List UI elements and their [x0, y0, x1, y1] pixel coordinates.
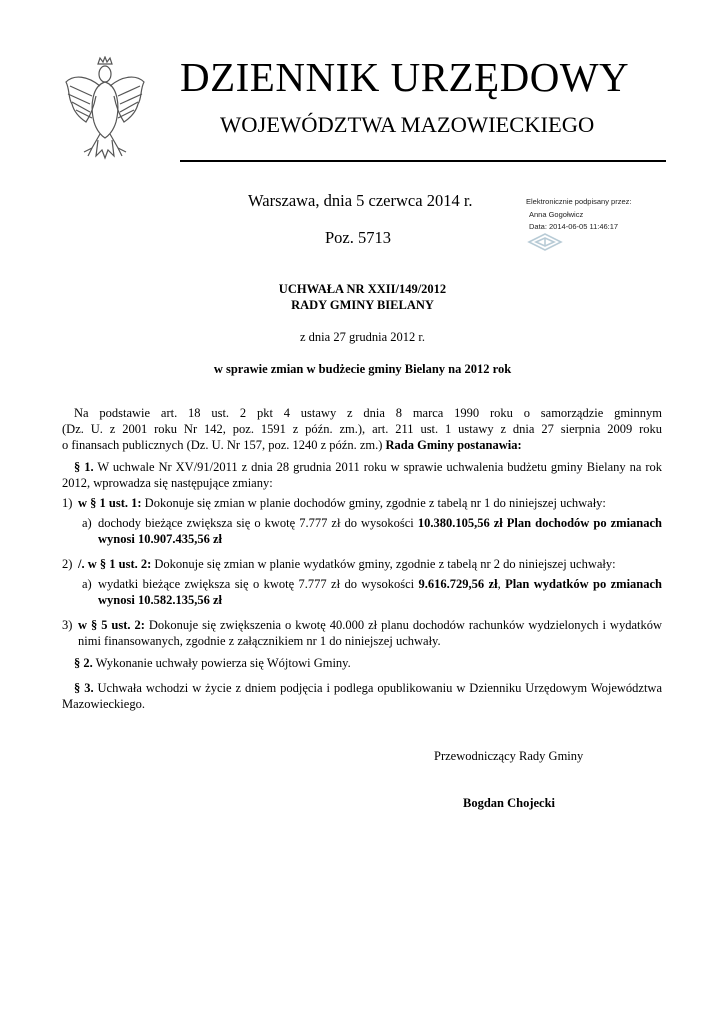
- resolution-date: z dnia 27 grudnia 2012 r.: [300, 330, 425, 344]
- preamble-line-1: Na podstawie art. 18 ust. 2 pkt 4 ustawy z dnia 8 marca 1990 roku o samorządzie gminnym: [74, 406, 662, 420]
- list-item-2a: a) wydatki bieżące zwiększa się o kwotę 7.777 zł do wysokości 9.616.729,56 zł, Plan wydatków po zmianach wynosi 10.582.135,56 zł: [82, 577, 663, 607]
- list-item-3: 3) w § 5 ust. 2: Dokonuje się zwiększenia o kwotę 40.000 zł planu dochodów rachunków wydzielonych i wydatków nimi finansowanych, zgodnie z załącznikiem nr 1 do niniejszej uchwały.: [62, 618, 662, 648]
- publication-date: Warszawa, dnia 5 czerwca 2014 r.: [248, 191, 473, 210]
- list-item-2: 2) /. w § 1 ust. 2: Dokonuje się zmian w planie wydatków gminy, zgodnie z tabelą nr 2 do niniejszej uchwały:: [62, 557, 616, 571]
- signature-signer: Anna Gogołwicz: [529, 209, 584, 219]
- list-item-1a: a) dochody bieżące zwiększa się o kwotę 7.777 zł do wysokości 10.380.105,56 zł Plan dochodów po zmianach wynosi 10.907.435,56 zł: [82, 516, 662, 546]
- chairman-name: Bogdan Chojecki: [463, 796, 556, 810]
- header-divider: [180, 160, 666, 162]
- resolution-content: [62, 405, 662, 712]
- position-number: Poz. 5713: [325, 228, 391, 247]
- preamble-enactment: Rada Gminy postanawia:: [385, 438, 522, 452]
- section-1-label: § 1.: [74, 460, 94, 474]
- section-2: § 2. Wykonanie uchwały powierza się Wójtowi Gminy.: [74, 656, 351, 670]
- polish-eagle-emblem-icon: [62, 56, 148, 160]
- list-item-1: 1) w § 1 ust. 1: Dokonuje się zmian w planie dochodów gminy, zgodnie z tabelą nr 1 do niniejszej uchwały:: [62, 496, 606, 510]
- preamble-line-2: (Dz. U. z 2001 roku Nr 142, poz. 1591 z późn. zm.), art. 211 ust. 1 ustawy z dnia 27 sierpnia 2009 roku: [62, 422, 662, 436]
- section-1: § 1. W uchwale Nr XV/91/2011 z dnia 28 grudnia 2011 roku w sprawie uchwalenia budżetu gminy Bielany na rok 2012, wprowadza się następujące zmiany:: [62, 460, 663, 490]
- signature-mark-icon: [527, 232, 563, 252]
- gazette-subtitle: WOJEWÓDZTWA MAZOWIECKIEGO: [220, 112, 595, 137]
- section-2-label: § 2.: [74, 656, 93, 670]
- section-3-label: § 3.: [74, 681, 94, 695]
- resolution-body: RADY GMINY BIELANY: [291, 298, 434, 312]
- signature-line-1: Elektronicznie podpisany przez:: [526, 197, 632, 206]
- electronic-signature-block: [526, 196, 631, 234]
- gazette-title: DZIENNIK URZĘDOWY: [180, 54, 630, 100]
- resolution-number: UCHWAŁA NR XXII/149/2012: [278, 282, 447, 296]
- preamble-line-3: o finansach publicznych (Dz. U. Nr 157, poz. 1240 z późn. zm.) Rada Gminy postanawia:: [62, 438, 522, 452]
- section-3: § 3. Uchwała wchodzi w życie z dniem podjęcia i podlega opublikowaniu w Dzienniku Urzędowym Województwa Mazowieckiego.: [62, 681, 663, 711]
- signature-date: Data: 2014-06-05 11:46:17: [529, 222, 619, 231]
- chairman-role: Przewodniczący Rady Gminy: [434, 749, 584, 763]
- resolution-subject: w sprawie zmian w budżecie gminy Bielany na 2012 rok: [213, 362, 512, 376]
